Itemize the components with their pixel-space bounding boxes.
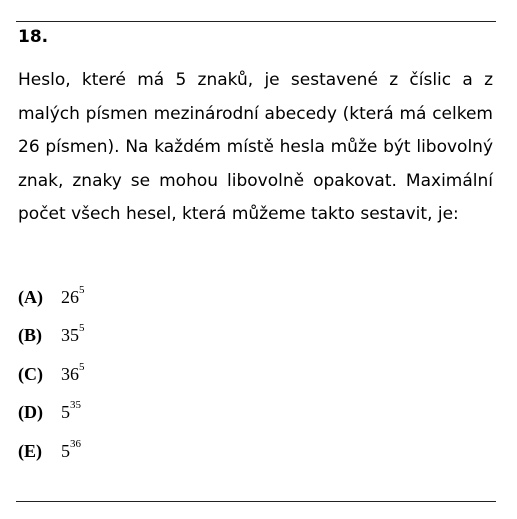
option-b[interactable] xyxy=(18,317,85,356)
option-exponent: 5 xyxy=(79,283,85,296)
option-d[interactable] xyxy=(18,394,85,433)
option-value xyxy=(61,283,85,308)
option-label: (D) xyxy=(18,402,43,423)
option-base: 26 xyxy=(61,286,79,307)
option-value xyxy=(61,360,85,385)
question-number: 18. xyxy=(18,27,49,47)
option-base: 5 xyxy=(61,402,70,423)
option-value xyxy=(61,322,85,346)
top-divider xyxy=(16,21,496,22)
option-c[interactable] xyxy=(18,355,85,394)
option-exponent: 5 xyxy=(79,360,85,373)
option-exponent: 35 xyxy=(70,399,81,412)
option-label: (A) xyxy=(18,286,43,307)
question-text: Heslo, které má 5 znaků, je sestavené z číslic a z malých písmen mezinárodní abecedy (která má celkem 26 písmen). Na každém místě hesla může být libovolný znak, znaky se mohou libovolně opakovat. Maximální počet všech hesel, která můžeme takto sestavit, je: xyxy=(18,70,493,224)
option-label: (C) xyxy=(18,363,43,384)
option-label: (B) xyxy=(18,325,42,346)
option-a[interactable] xyxy=(18,278,85,317)
option-e[interactable] xyxy=(18,432,85,471)
option-base: 36 xyxy=(61,363,79,384)
bottom-divider xyxy=(16,501,496,502)
option-base: 35 xyxy=(61,325,79,346)
option-label: (E) xyxy=(18,440,42,461)
option-exponent: 5 xyxy=(79,322,85,335)
option-value xyxy=(61,399,81,423)
option-value xyxy=(61,437,81,462)
answer-options xyxy=(18,278,85,471)
option-base: 5 xyxy=(61,440,70,461)
option-exponent: 36 xyxy=(70,437,81,450)
